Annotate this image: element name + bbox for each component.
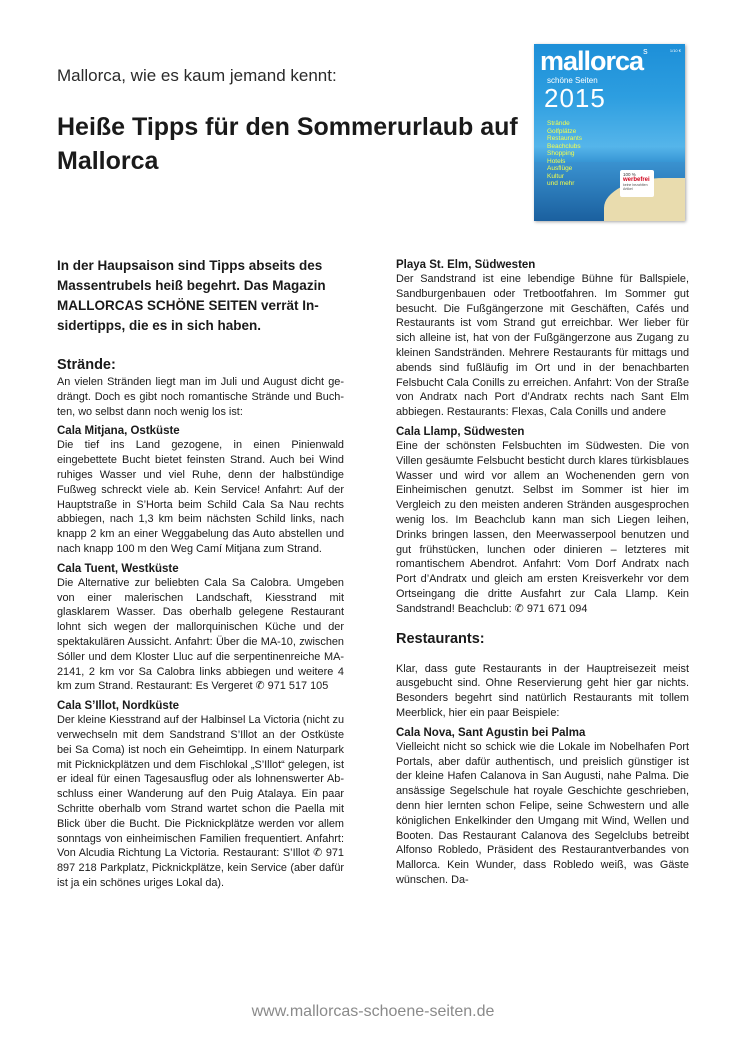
cover-title [540,46,648,77]
section-heading-beaches: Strände: [57,357,116,373]
page-title: Heiße Tipps für den Sommerurlaub auf Mallorca [57,113,518,175]
left-column [57,256,344,891]
entry-title: Cala Llamp, Südwesten [396,425,525,438]
cover-subtitle: schöne Seiten [547,76,598,85]
cover-title-text: mallorca [540,46,644,76]
cover-topic: Kultur [547,172,564,180]
section-heading-restaurants: Restaurants: [396,630,485,647]
cover-topic: Strände [547,120,570,127]
cover-topic: Shopping [547,150,575,157]
entry-text: Eine der schönsten Felsbuchten im Südwesten. Die von Villen gesäumte Felsbucht besticht durch klares türkisblaues Wasser und wird vor allem an Wochenenden gern von Einheimischen genutzt. Selbst im Sommer ist hier im Vergleich zu den meisten anderen Stränden ausgesprochen wenig los. Im Beachclub kann man sich Liegen leihen, Drinks bringen lassen, den Meerwasserpool benutzen und gut frühstücken, lunchen oder dinieren – letzteres mit romantischem Abendrot. Anfahrt: Vom Dorf Andratx nach Port d’Andratx und gleich am ersten Kreisverkehr vor dem Ortseingang die dritte Ausfahrt zur Cala Llamp. Kein Sandstrand! Beachclub: ✆ 971 671 094 [396,439,689,615]
entry-title: Cala Mitjana, Ostküste [57,425,180,438]
cover-topic: Hotels [547,157,566,165]
magazine-cover [534,44,685,221]
cover-topic: und mehr [547,180,575,187]
cover-issue: 1/10 € [669,48,681,53]
entry-text: Der Sandstrand ist eine lebendige Bühne für Ballspiele, Sandburgenbauen oder Tretbootfahren. Im Sommer gut besucht. Die Fußgängerzone mit Geschäften, Cafés und Restaurants ist vom Strand gut erreichbar. Wer lieber für sich alleine ist, hat von der Fußgängerzone aus Zugang zu kleinen Sandstränden. Mehrere Restaurants für mittags und abends sind fußläufig im Ort und in der benachbarten Felsbucht Cala Conills zu erreichen. Anfahrt: Von der Straße von Andratx nach Port d’Andratx rechts nach Sant Elm abbiegen. Restaurants: Flexas, Cala Conills und andere [396,273,689,419]
entry-title: Cala Tuent, Westküste [57,562,179,575]
cover-topic: Restaurants [547,135,583,142]
cover-badge-line3: keine bezahlten Artikel [623,183,648,191]
entry-title: Cala Nova, Sant Agustin bei Palma [396,726,586,739]
restaurants-intro: Klar, dass gute Restaurants in der Hauptreisezeit meist ausgebucht sind. Ohne Reservierung geht hier gar nichts. Besonders begehrt sind natürlich Restaurants mit tollem Meerblick, hier ein paar Beispiele: [396,662,689,719]
footer-link[interactable]: www.mallorcas-schoene-seiten.de [251,1003,495,1020]
entry-text: Vielleicht nicht so schick wie die Lokale im Nobelhafen Port Portals, aber dafür authentisch, und preislich günstiger ist der kleine Hafen Calanova in San Augusti, nahe Palma. Die ansässige Segelschule hat royale Geschichte geschrieben, denn hier lernten schon Felipe, seine Schwestern und alle königlichen Enkelkinder den Umgang mit Wind, Wellen und Booten. Das Restaurant Calanova des Segelclubs betreibt Alfonso Robledo, Präsident des Restaurantverbandes von Mallorca. Kein Wunder, dass Robledo weiß, was Gäste wünschen. Da- [396,740,689,886]
cover-badge-line2: werbefrei [623,177,650,183]
entry-title: Playa St. Elm, Südwesten [396,259,536,271]
cover-topic: Beachclubs [547,142,581,150]
cover-badge-line1: 100 % [623,172,636,177]
entry-text: Die tief ins Land gezogene, in einen Pinienwald eingebettete Bucht bietet feinsten Strand. Auch bei Wind ruhiges Wasser und viel Ruhe, denn der halbstündige Fußweg schreckt viele ab. Kein Service! Anfahrt: Auf der Hauptstraße in S’Horta beim Schild Cala Sa Nau rechts abbiegen, nach 1,3 km beim nächsten Schild links, nach knapp 2 km an einer Weggabelung das Auto abstellen und nach knapp 100 m den Weg Camí Mitjana zum Strand. [57,439,344,555]
right-column [396,259,689,888]
cover-topics [547,120,582,188]
beaches-intro: An vielen Stränden liegt man im Juli und August dicht gedrängt. Doch es gibt noch romantische Strände und Buchten, wo selbst dann noch wenig los ist: [57,376,344,418]
cover-topic: Golfplätze [547,127,577,135]
lead-paragraph: In der Haupsaison sind Tipps abseits des Massentrubels heiß begehrt. Das Magazin MALLORCAS SCHÖNE SEITEN verrät Insidertipps, die es in sich haben. [57,258,326,333]
entry-text: Die Alternative zur beliebten Cala Sa Calobra. Umgeben von einer malerischen Landschaft, Kiesstrand mit glasklarem Wasser. Das oberhalb gelegene Restaurant lohnt sich wegen der mallorquinischen Küche und der spektakulären Aussicht. Anfahrt: Über die MA-10, zwischen Sóller und dem Kloster Lluc auf die serpentinenreiche MA-2141, 2 km vor Sa Calobra links abbiegen und weitere 4 km zum Strand. Restaurant: Es Vergeret ✆ 971 517 105 [57,576,344,693]
cover-title-sup: s [643,46,648,56]
cover-year: 2015 [544,83,606,113]
entry-title: Cala S’Illot, Nordküste [57,700,180,713]
cover-topic: Ausflüge [547,165,573,172]
entry-text: Der kleine Kiesstrand auf der Halbinsel La Victoria (nicht zu verwechseln mit dem Sandstrand S’Illot an der Ostküste bei Sa Coma) ist noch ein Geheimtipp. In einem Naturpark mit Picknickplätzen und dem Fischlokal „S’Illot“ gelegen, ist er ideal für einen Tagesausflug oder als lohnenswerter Abschluss einer Wanderung auf den Puig Atalaya. Ein paar Schritte oberhalb vom Strand wartet schon die Paella mit Blick über die Bucht. Die Picknickplätze werden vor allem sonntags von einheimischen Familien frequentiert. Anfahrt: Von Alcudia Richtung La Victoria. Restaurant: S’Illot ✆ 971 897 218 Parkplatz, Picknickplätze, kein Service (aber dafür ist ja ein schönes uriges Lokal da). [57,714,344,889]
cover-badge [620,170,654,197]
kicker: Mallorca, wie es kaum jemand kennt: [57,66,337,85]
